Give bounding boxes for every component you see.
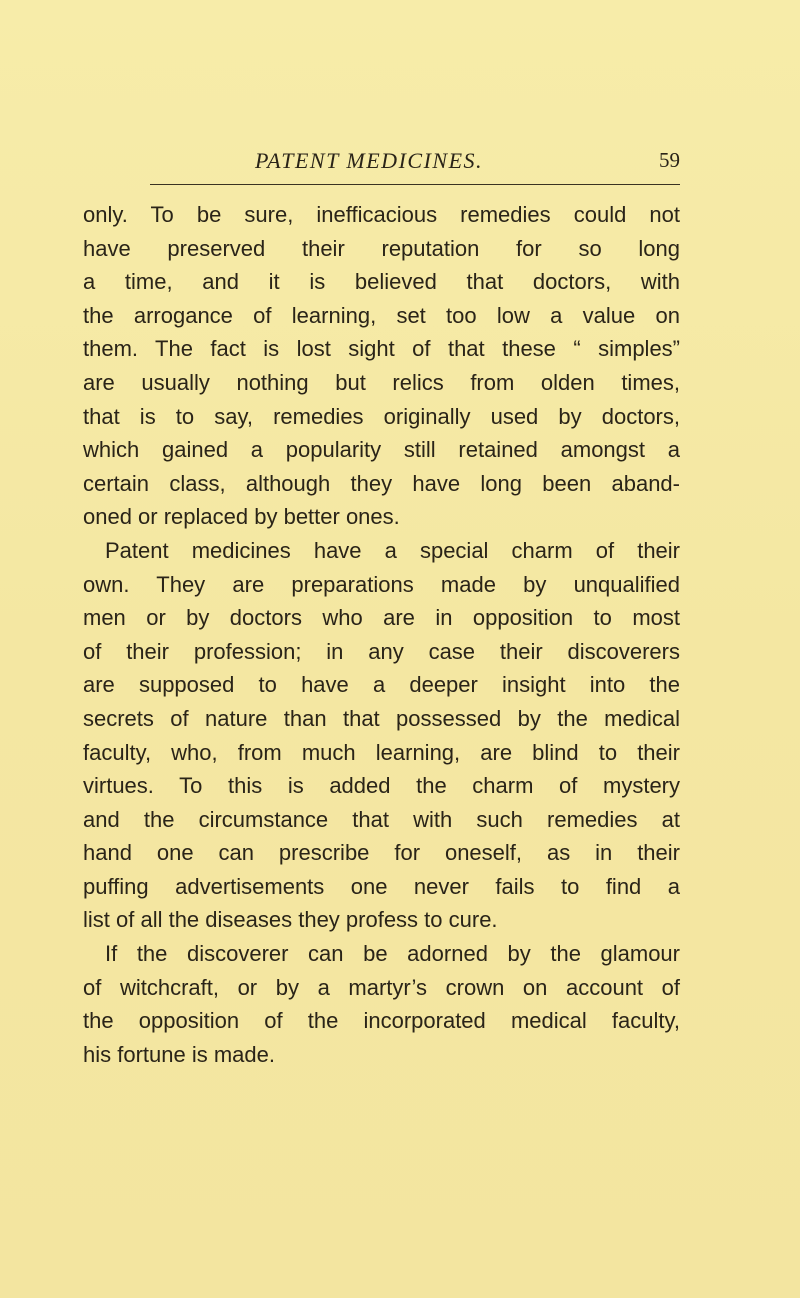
body-text <box>83 198 680 1071</box>
text-line: secrets of nature than that possessed by the medical <box>83 705 680 731</box>
text-line: have preserved their reputation for so long <box>83 235 680 261</box>
text-line: list of all the diseases they profess to cure. <box>83 907 498 933</box>
text-line: that is to say, remedies originally used by doctors, <box>83 403 680 429</box>
text-line: only. To be sure, inefficacious remedies could not <box>83 202 680 227</box>
paragraph-first-line: Patent medicines have a special charm of their <box>105 537 680 563</box>
text-line: the arrogance of learning, set too low a value on <box>83 302 680 328</box>
text-line: virtues. To this is added the charm of mystery <box>83 773 680 799</box>
text-line: are usually nothing but relics from olden times, <box>83 369 680 395</box>
text-line: certain class, although they have long been aband- <box>83 470 680 496</box>
text-line: of their profession; in any case their discoverers <box>83 638 680 664</box>
page-header <box>150 148 680 188</box>
text-line: of witchcraft, or by a martyr’s crown on account of <box>83 974 680 1000</box>
text-line: hand one can prescribe for oneself, as in their <box>83 840 680 866</box>
text-line: are supposed to have a deeper insight into the <box>83 672 680 698</box>
text-line: the opposition of the incorporated medical faculty, <box>83 1008 680 1034</box>
text-line: oned or replaced by better ones. <box>83 504 400 530</box>
paragraph-first-line: If the discoverer can be adorned by the glamour <box>105 941 680 967</box>
text-line: puffing advertisements one never fails to find a <box>83 873 680 899</box>
page-number: 59 <box>659 148 680 172</box>
text-line: his fortune is made. <box>83 1041 275 1067</box>
text-line: which gained a popularity still retained amongst a <box>83 437 680 463</box>
text-line: them. The fact is lost sight of that these “ simples” <box>83 336 680 362</box>
header-rule <box>150 184 680 185</box>
text-line: and the circumstance that with such remedies at <box>83 806 680 832</box>
text-line: men or by doctors who are in opposition to most <box>83 605 680 631</box>
running-title: PATENT MEDICINES. <box>255 148 484 173</box>
text-line: faculty, who, from much learning, are blind to their <box>83 739 680 765</box>
text-line: own. They are preparations made by unqualified <box>83 571 680 597</box>
text-line: a time, and it is believed that doctors, with <box>83 269 680 295</box>
